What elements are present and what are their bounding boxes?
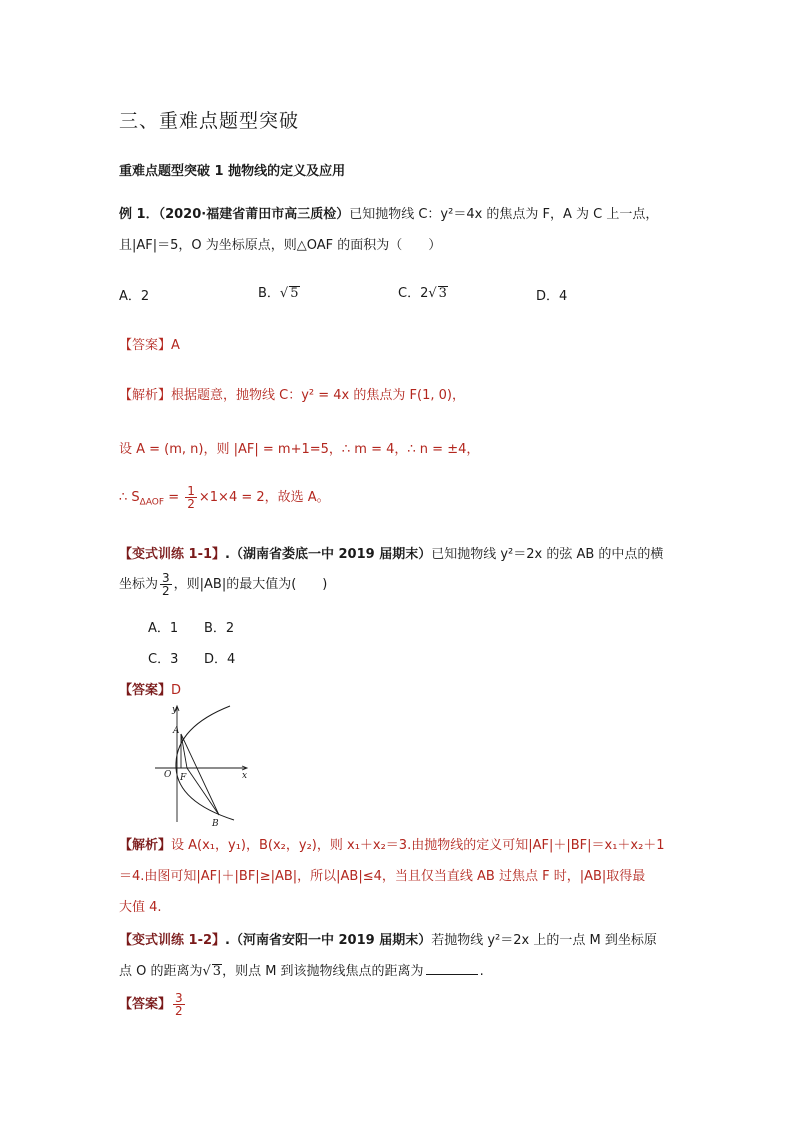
variant1-tag: 【变式训练 1-1】	[119, 547, 226, 562]
analysis-fraction	[185, 485, 197, 510]
variant1-option-b: B．2	[204, 621, 235, 636]
variant1-line2-prefix: 坐标为	[119, 577, 159, 592]
variant2-answer	[119, 992, 187, 1017]
parabola-curve	[176, 706, 234, 820]
example1-option-d: D．4	[536, 289, 568, 304]
sqrt-symbol: √	[279, 286, 289, 301]
variant1-analysis-line1	[119, 834, 665, 853]
variant2-line2	[119, 960, 484, 979]
example1-option-c	[398, 282, 448, 301]
variant1-source: .（湖南省娄底一中 2019 届期末）	[225, 547, 432, 562]
answer-tag: 【答案】	[119, 338, 172, 353]
fraction-denominator: 2	[187, 497, 195, 511]
parabola-figure	[150, 702, 260, 828]
variant1-option-d: D．4	[204, 652, 236, 667]
answer-blank[interactable]	[426, 974, 478, 975]
analysis-s-sub: ΔAOF	[139, 497, 165, 508]
variant2-answer-fraction	[173, 992, 185, 1017]
option-c-radicand: 3	[438, 286, 447, 301]
variant1-analysis-line3: 大值 4.	[119, 900, 162, 915]
example1-option-b	[258, 282, 300, 301]
label-y: y	[172, 705, 178, 715]
analysis-text1: 根据题意，抛物线 C：y² = 4x 的焦点为 F(1, 0)，	[171, 388, 465, 403]
fraction-numerator: 3	[175, 991, 183, 1005]
fraction-denominator: 2	[175, 1004, 183, 1018]
example1-option-a: A．2	[119, 289, 150, 304]
option-b-radicand: 5	[290, 286, 299, 301]
example1-analysis-line1	[119, 384, 465, 403]
answer-tag: 【答案】	[119, 683, 172, 698]
analysis-s: ∴ S	[119, 490, 140, 505]
subsection-title: 重难点题型突破 1 抛物线的定义及应用	[119, 164, 346, 179]
variant2-line2-suffix: ，则点 M 到该抛物线焦点的距离为	[222, 964, 424, 979]
analysis-text1: 设 A(x₁，y₁)，B(x₂，y₂)，则 x₁＋x₂＝3.由抛物线的定义可知|AF|＋|BF|＝x₁＋x₂＋1	[171, 838, 665, 853]
answer-value: A	[171, 338, 180, 353]
label-o: O	[164, 770, 172, 780]
example1-label: 例 1．	[119, 207, 159, 222]
variant1-line2-suffix: ，则|AB|的最大值为( )	[173, 577, 328, 592]
option-b-prefix: B．	[258, 286, 280, 301]
section-title: 三、重难点题型突破	[119, 110, 300, 132]
example1-text1: 已知抛物线 C：y²＝4x 的焦点为 F，A 为 C 上一点，	[349, 207, 659, 222]
analysis-tag: 【解析】	[119, 388, 172, 403]
analysis-eq: =	[164, 490, 184, 505]
answer-value: D	[171, 683, 182, 698]
variant1-option-a: A．1	[148, 621, 179, 636]
variant1-line1	[119, 543, 663, 562]
variant2-line2-prefix: 点 O 的距离为	[119, 964, 203, 979]
example1-analysis-line3	[119, 485, 330, 510]
analysis-calc: ×1×4 = 2	[198, 490, 265, 505]
fraction-numerator: 3	[162, 571, 170, 585]
variant1-text1: 已知抛物线 y²＝2x 的弦 AB 的中点的横	[431, 547, 664, 562]
variant2-line1	[119, 929, 657, 948]
answer-tag: 【答案】	[119, 997, 172, 1012]
variant2-radicand: 3	[212, 964, 222, 979]
example1-line1	[119, 203, 658, 222]
label-f: F	[180, 773, 187, 783]
variant2-source: .（河南省安阳一中 2019 届期末）	[225, 933, 432, 948]
variant1-answer	[119, 679, 181, 698]
label-b: B	[212, 819, 219, 828]
sqrt-symbol: √	[202, 964, 211, 979]
line-fb	[187, 768, 219, 815]
chord-ab	[181, 734, 219, 815]
example1-source: （2020·福建省莆田市高三质检）	[158, 207, 350, 222]
label-a: A	[173, 726, 180, 736]
label-x: x	[242, 771, 248, 781]
example1-analysis-line2: 设 A = (m, n)，则 |AF| = m+1=5，∴ m = 4，∴ n = ±4，	[119, 442, 480, 457]
variant1-option-c: C．3	[148, 652, 179, 667]
option-c-prefix: C．2	[398, 286, 429, 301]
variant2-tag: 【变式训练 1-2】	[119, 933, 226, 948]
example1-line2: 且|AF|＝5，O 为坐标原点，则△OAF 的面积为（ ）	[119, 238, 442, 253]
analysis-tag: 【解析】	[119, 838, 172, 853]
example1-answer	[119, 334, 180, 353]
variant1-fraction	[160, 572, 172, 597]
variant2-line2-end: .	[479, 964, 484, 979]
sqrt-symbol: √	[428, 286, 437, 301]
variant1-analysis-line2: ＝4.由图可知|AF|＋|BF|≥|AB|，所以|AB|≤4，当且仅当直线 AB 过焦点 F 时，|AB|取得最	[119, 869, 646, 884]
variant1-line2	[119, 572, 327, 597]
fraction-denominator: 2	[162, 584, 170, 598]
variant2-text1: 若抛物线 y²＝2x 上的一点 M 到坐标原	[431, 933, 657, 948]
analysis-conclusion: ，故选 A。	[264, 490, 330, 505]
fraction-numerator: 1	[187, 484, 195, 498]
